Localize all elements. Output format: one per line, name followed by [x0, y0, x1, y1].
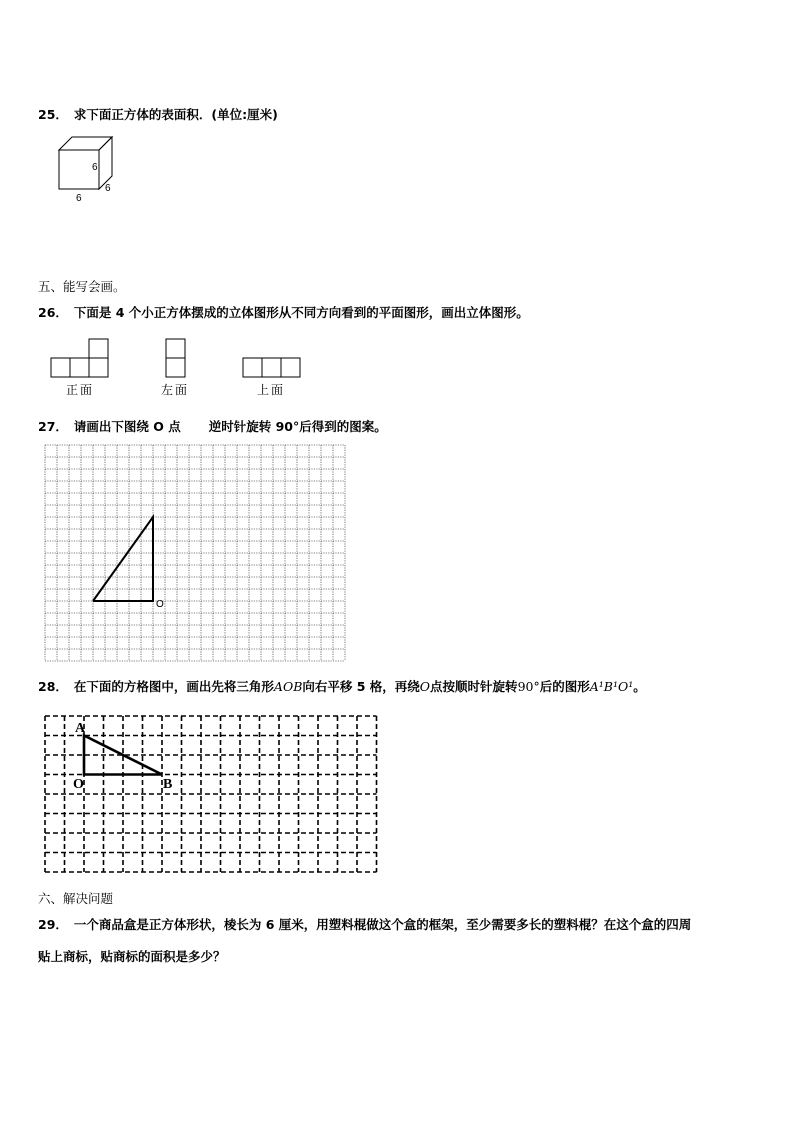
- cube-figure: [55, 134, 125, 199]
- question-text-b: 逆时针旋转 90°后得到的图案。: [208, 419, 387, 434]
- left-view-figure: [164, 338, 188, 380]
- cube-edge-label-front: 6: [92, 162, 98, 173]
- triangle-shape: [93, 517, 153, 601]
- angle-value: 90°: [517, 679, 540, 694]
- left-view-label: 左面: [161, 383, 190, 397]
- triangle-name: AOB: [273, 679, 303, 694]
- question-number: 26．: [38, 305, 68, 320]
- question-27: [38, 417, 387, 435]
- question-26: [38, 303, 529, 321]
- question-text-d: 后的图形: [539, 679, 590, 694]
- question-number: 27．: [38, 419, 68, 434]
- dotted-grid-27: [44, 444, 346, 660]
- vertex-label-o: O: [73, 777, 84, 792]
- question-number: 28．: [38, 679, 68, 694]
- question-29: [38, 915, 691, 933]
- cube-edge-label-bottom: 6: [76, 193, 82, 204]
- dashed-grid-28: [43, 714, 381, 872]
- section-title-6: 六、解决问题: [38, 891, 114, 906]
- result-figure-name: A¹B¹O¹: [589, 679, 634, 694]
- vertex-label-b: B: [163, 777, 173, 792]
- question-number: 25．: [38, 107, 68, 122]
- question-number: 29．: [38, 917, 68, 932]
- front-view-label: 正面: [66, 383, 95, 397]
- question-text-c: 点按顺时针旋转: [430, 679, 518, 694]
- top-view-label: 上面: [257, 383, 286, 397]
- section-title-5: 五、能写会画。: [38, 279, 126, 294]
- question-text-e: 。: [633, 679, 646, 694]
- question-text-b: 向右平移 5 格，再绕: [302, 679, 420, 694]
- question-text-a: 请画出下图绕 O 点: [73, 419, 181, 434]
- top-view-figure: [241, 357, 305, 379]
- question-28: [38, 677, 646, 695]
- question-text-a: 在下面的方格图中，画出先将三角形: [73, 679, 274, 694]
- question-text: 求下面正方体的表面积．(单位:厘米): [73, 107, 278, 122]
- front-view-figure: [48, 338, 110, 380]
- question-text: 下面是 4 个小正方体摆成的立体图形从不同方向看到的平面图形，画出立体图形。: [73, 305, 529, 320]
- question-29-line2: 贴上商标，贴商标的面积是多少？: [38, 949, 226, 964]
- vertex-label-a: A: [75, 721, 86, 736]
- cube-edge-label-side: 6: [105, 183, 111, 194]
- question-25: [38, 105, 278, 123]
- question-text-line1: 一个商品盒是正方体形状，棱长为 6 厘米，用塑料棍做这个盒的框架，至少需要多长的塑料棍？在这个盒的四周: [73, 917, 692, 932]
- rotation-point-label: O: [156, 599, 164, 610]
- point-name: O: [419, 679, 431, 694]
